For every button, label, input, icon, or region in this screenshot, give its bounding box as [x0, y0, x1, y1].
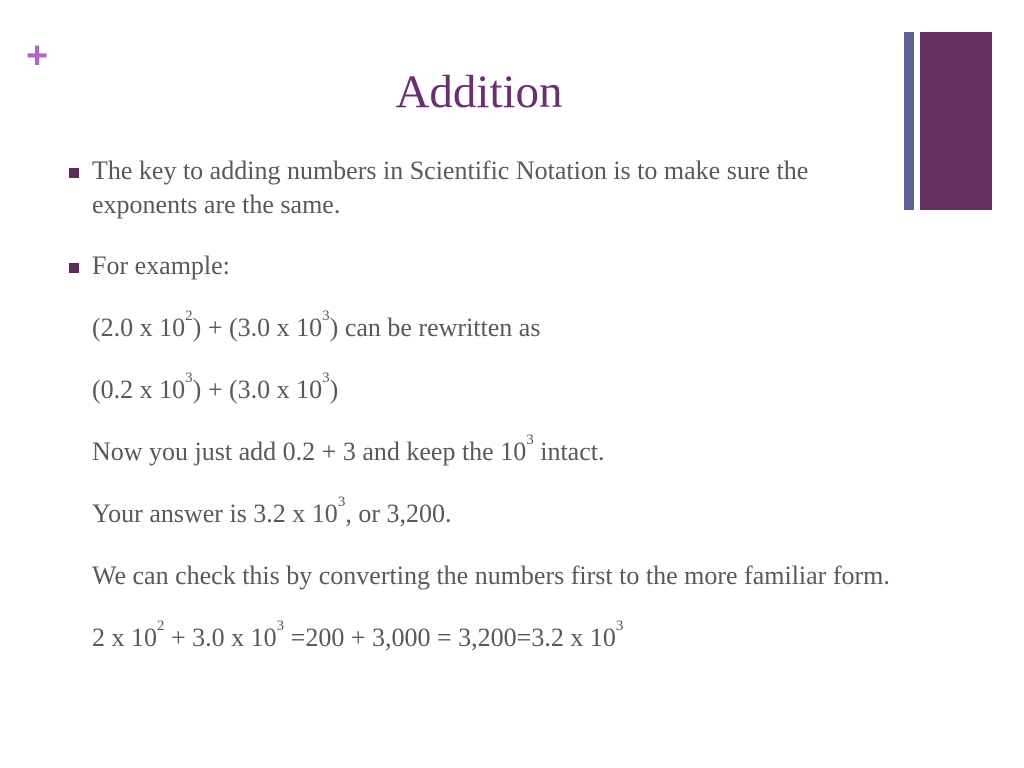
decorative-bar-thin	[904, 32, 914, 210]
text-segment: ) + (3.0 x 10	[192, 375, 323, 404]
slide-body	[92, 154, 892, 655]
text-segment: Now you just add 0.2 + 3 and keep the 10	[92, 437, 527, 466]
example-line-5: We can check this by converting the numbers first to the more familiar form.	[92, 561, 890, 590]
text-segment: + 3.0 x 10	[164, 623, 277, 652]
text-segment: (2.0 x 10	[92, 313, 186, 342]
example-line-3	[92, 432, 892, 469]
text-segment: intact.	[533, 437, 605, 466]
exponent: 3	[322, 370, 330, 386]
example-line-2	[92, 370, 892, 407]
plus-mark: +	[26, 35, 49, 77]
exponent: 2	[185, 308, 193, 324]
text-segment: Your answer is 3.2 x 10	[92, 499, 338, 528]
text-segment: (0.2 x 10	[92, 375, 186, 404]
exponent: 3	[526, 432, 534, 448]
example-line-6	[92, 618, 892, 655]
bullet-item	[92, 249, 892, 283]
text-segment: 2 x 10	[92, 623, 157, 652]
exponent: 3	[185, 370, 193, 386]
slide-title: Addition	[395, 66, 563, 118]
text-segment: ) can be rewritten as	[329, 313, 541, 342]
bullet-square-icon	[69, 168, 79, 178]
example-line-1	[92, 308, 892, 345]
text-segment: ) + (3.0 x 10	[192, 313, 323, 342]
text-segment: )	[329, 375, 339, 404]
bullet-text: The key to adding numbers in Scientific Notation is to make sure the exponents are the same.	[92, 156, 809, 219]
text-segment: , or 3,200.	[345, 499, 452, 528]
exponent: 3	[615, 618, 624, 634]
example-line-4	[92, 494, 892, 531]
decorative-bar-thick	[920, 32, 992, 210]
exponent: 3	[337, 494, 346, 510]
bullet-item	[92, 154, 892, 222]
bullet-text: For example:	[92, 251, 230, 280]
exponent: 3	[276, 618, 285, 634]
exponent: 3	[322, 308, 330, 324]
bullet-square-icon	[69, 263, 79, 273]
text-segment: =200 + 3,000 = 3,200=3.2 x 10	[284, 623, 616, 652]
exponent: 2	[157, 618, 165, 634]
